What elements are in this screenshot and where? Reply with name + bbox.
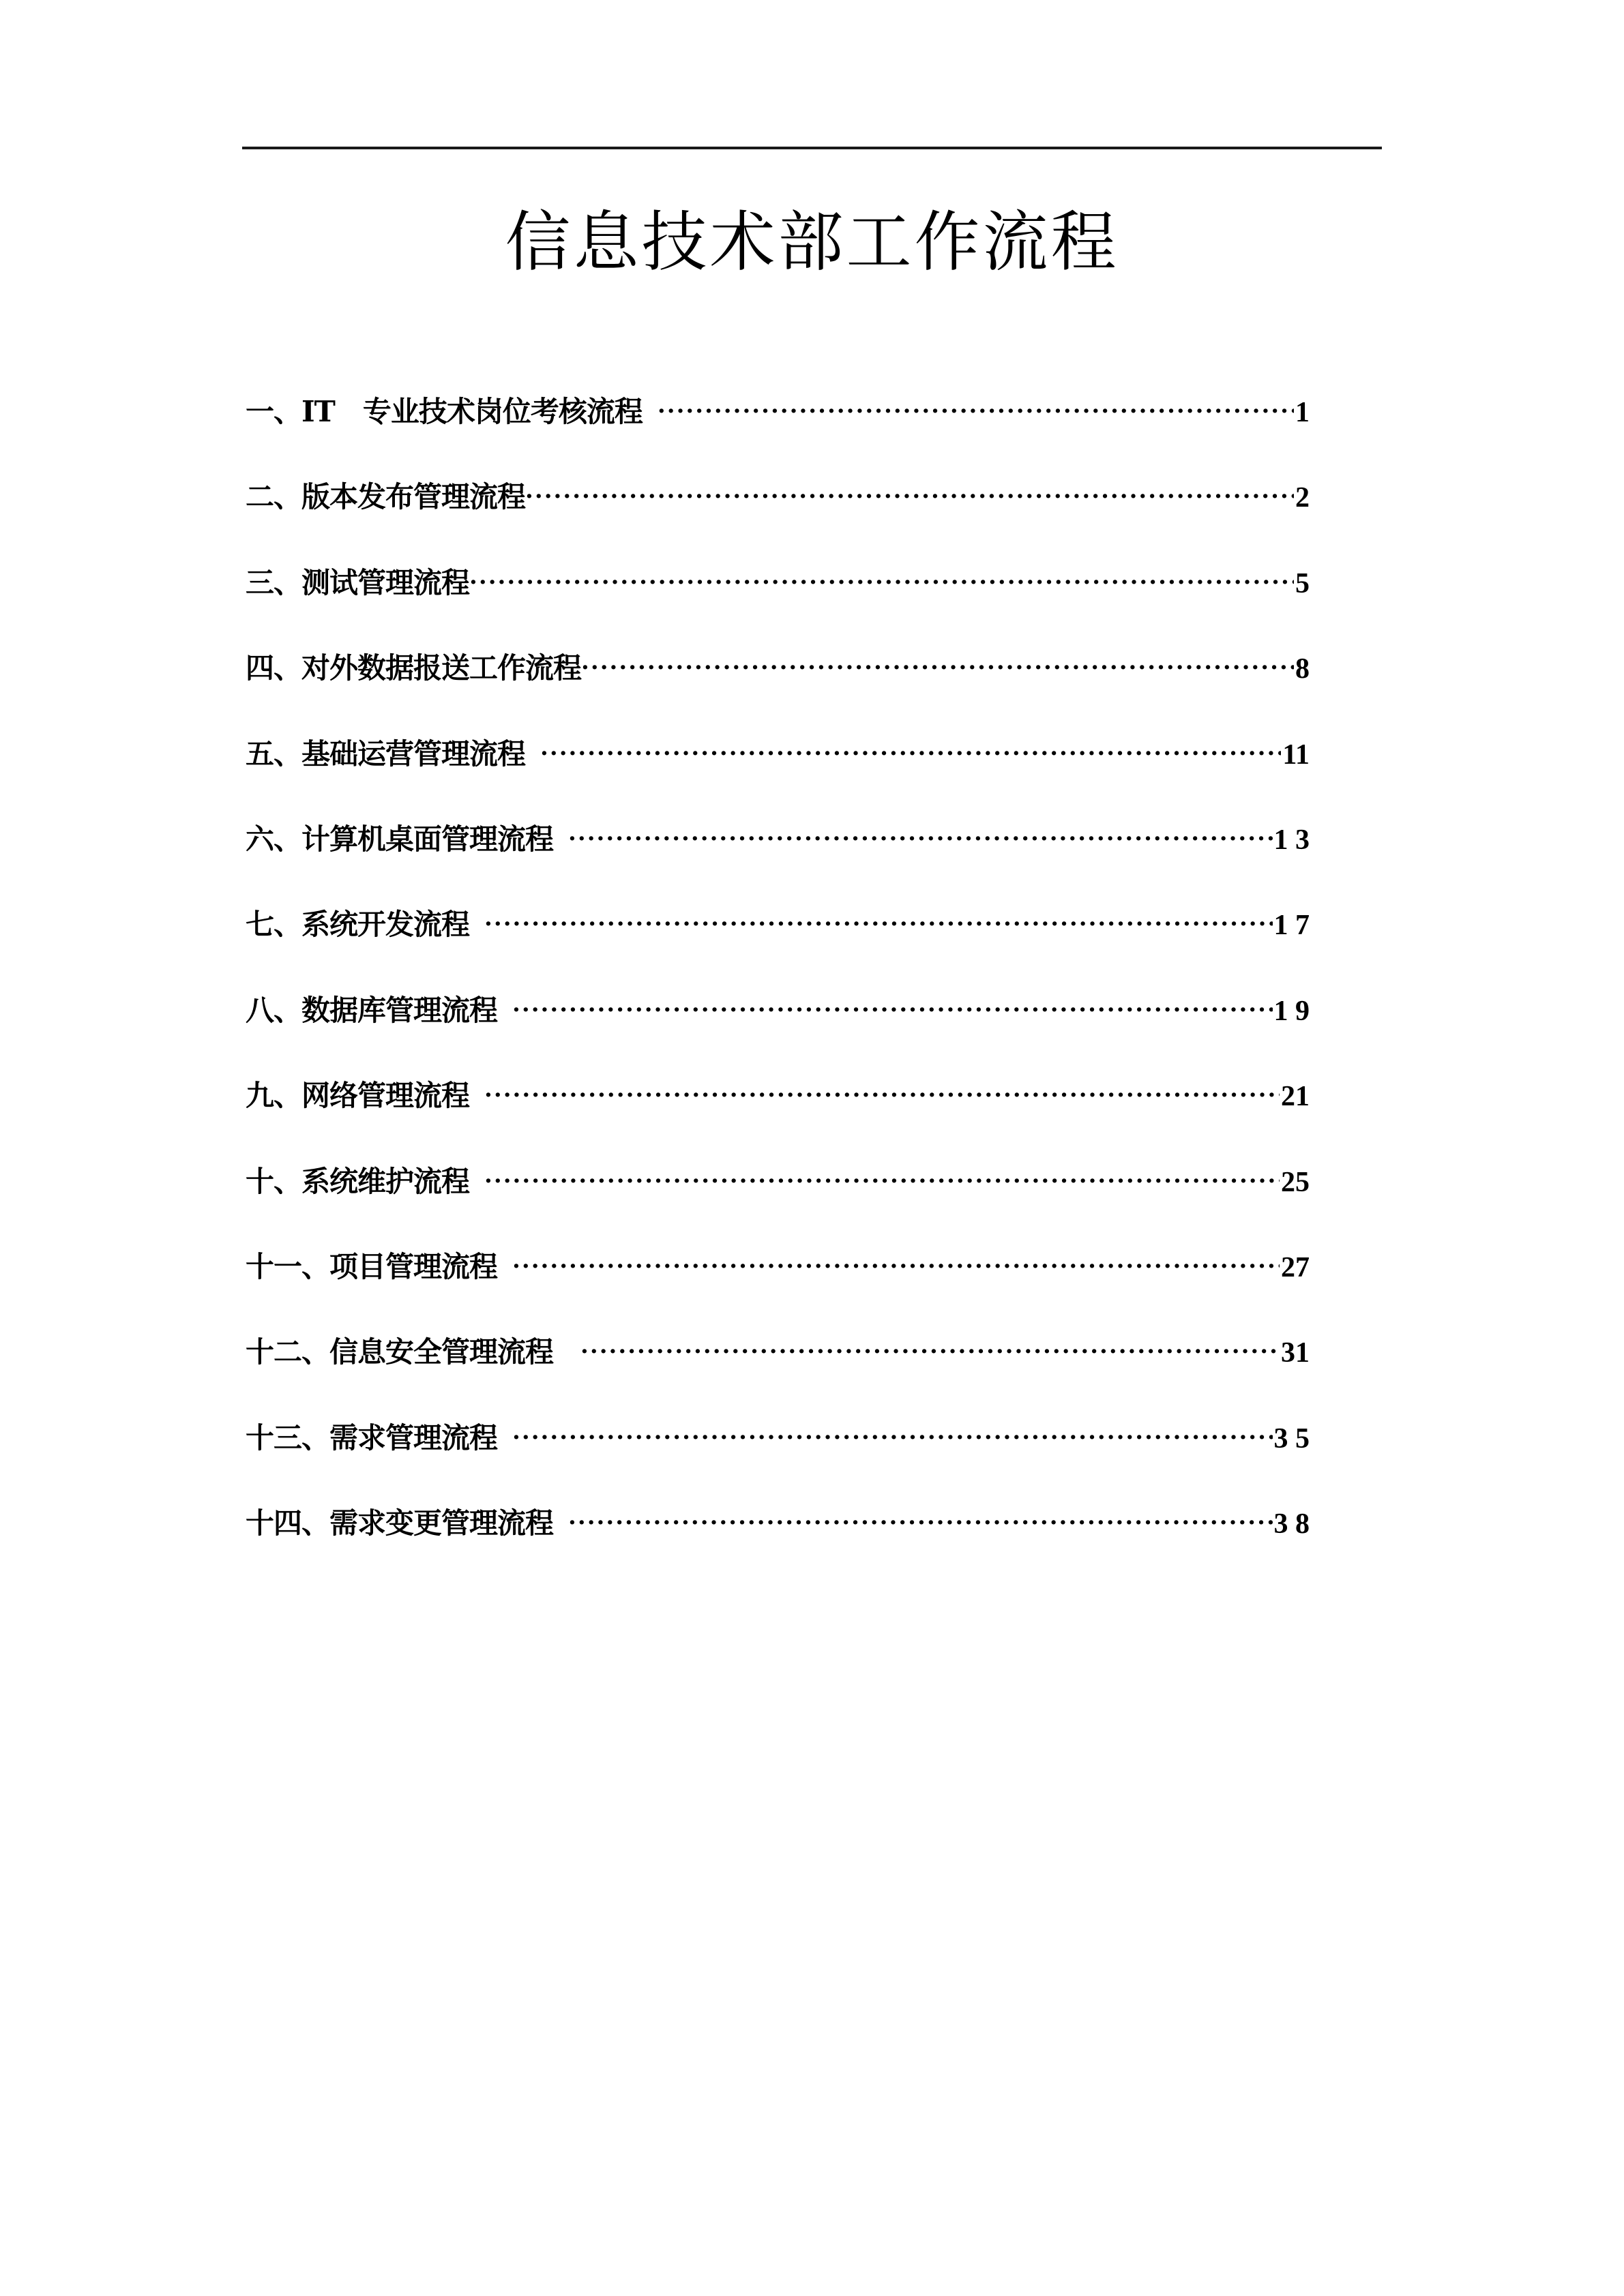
toc-entry-title: 四、对外数据报送工作流程 — [246, 651, 582, 685]
toc-entry-1[interactable] — [246, 390, 1310, 475]
toc-entry-page: 31 — [1281, 1337, 1310, 1369]
toc-entry-title: 八、数据库管理流程 — [246, 993, 498, 1027]
dot-leader — [484, 902, 1272, 946]
toc-entry-10[interactable] — [246, 1160, 1310, 1245]
toc-entry-title: 七、系统开发流程 — [246, 908, 470, 942]
dot-leader — [525, 475, 1294, 518]
toc-entry-page: 3 8 — [1273, 1508, 1310, 1540]
toc-entry-page: 27 — [1281, 1251, 1310, 1283]
toc-entry-page: 1 3 — [1273, 824, 1310, 856]
toc-entry-3[interactable] — [246, 561, 1310, 646]
toc-entry-12[interactable] — [246, 1330, 1310, 1416]
toc-entry-page: 21 — [1281, 1081, 1310, 1113]
dot-leader — [540, 732, 1281, 775]
toc-entry-2[interactable] — [246, 475, 1310, 561]
toc-entry-page: 5 — [1295, 567, 1310, 599]
toc-entry-title: 三、测试管理流程 — [246, 565, 470, 599]
toc-entry-title: 二、版本发布管理流程 — [246, 480, 526, 514]
toc-entry-title: 十二、信息安全管理流程 — [246, 1335, 554, 1369]
toc-entry-page: 8 — [1295, 653, 1310, 685]
toc-entry-page: 1 9 — [1273, 995, 1310, 1027]
dot-leader — [484, 1159, 1280, 1203]
dot-leader — [512, 1416, 1272, 1459]
toc-entry-title: 五、基础运营管理流程 — [246, 736, 526, 771]
toc-entry-5[interactable] — [246, 732, 1310, 818]
dot-leader — [658, 389, 1294, 433]
toc-entry-4[interactable] — [246, 646, 1310, 732]
dot-leader — [512, 1244, 1280, 1288]
toc-entry-title: 十四、需求变更管理流程 — [246, 1506, 554, 1540]
toc-entry-title: 十三、需求管理流程 — [246, 1420, 498, 1455]
dot-leader — [568, 817, 1272, 861]
dot-leader — [484, 1073, 1280, 1117]
toc-entry-8[interactable] — [246, 989, 1310, 1074]
toc-entry-14[interactable] — [246, 1502, 1310, 1587]
toc-entry-title: 十一、项目管理流程 — [246, 1249, 498, 1283]
toc-entry-6[interactable] — [246, 818, 1310, 903]
toc-entry-page: 11 — [1282, 739, 1310, 771]
toc-entry-page: 1 7 — [1273, 910, 1310, 942]
toc-entry-page: 3 5 — [1273, 1422, 1310, 1455]
toc-entry-7[interactable] — [246, 903, 1310, 988]
dot-leader — [581, 646, 1294, 689]
toc-entry-9[interactable] — [246, 1074, 1310, 1159]
toc-entry-title: 九、网络管理流程 — [246, 1079, 470, 1113]
dot-leader — [469, 561, 1294, 604]
header-rule — [242, 147, 1382, 149]
dot-leader — [580, 1330, 1280, 1373]
table-of-contents — [246, 390, 1310, 1587]
dot-leader — [512, 988, 1272, 1032]
document-title: 信息技术部工作流程 — [505, 204, 1119, 280]
toc-entry-page: 25 — [1281, 1166, 1310, 1198]
toc-entry-11[interactable] — [246, 1245, 1310, 1330]
toc-entry-13[interactable] — [246, 1416, 1310, 1502]
toc-entry-title: 十、系统维护流程 — [246, 1164, 470, 1198]
toc-entry-page: 1 — [1295, 397, 1310, 428]
toc-entry-title: 六、计算机桌面管理流程 — [246, 822, 554, 856]
toc-entry-title: 一、IT 专业技术岗位考核流程 — [246, 395, 643, 428]
dot-leader — [568, 1501, 1272, 1545]
toc-entry-page: 2 — [1295, 482, 1310, 514]
